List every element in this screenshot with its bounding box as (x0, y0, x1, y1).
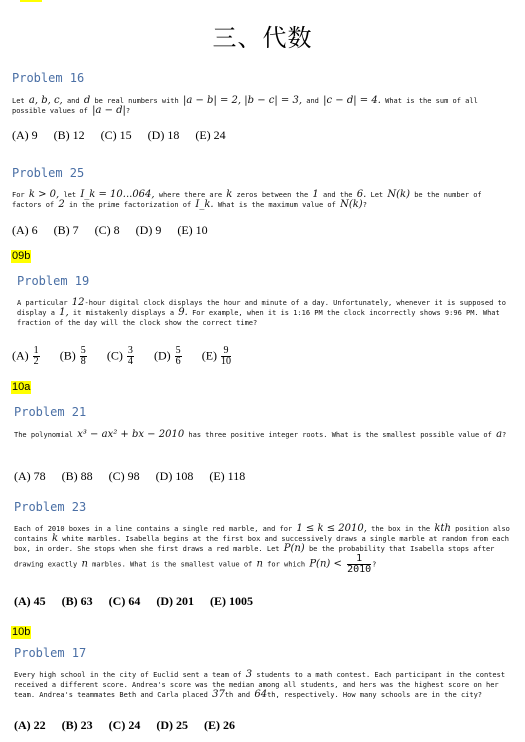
choice: (D) 25 (156, 718, 189, 732)
choice: (D) $\frac{5}{6}$ (153, 344, 181, 367)
choice: (A) 6 (12, 223, 38, 237)
choice: (A) 9 (12, 128, 38, 142)
answer-choices (14, 469, 261, 484)
answer-choices (14, 718, 251, 733)
choice: (B) 12 (53, 128, 85, 142)
choice: (E) 24 (195, 128, 226, 142)
problem-header: Problem 19 (17, 274, 90, 288)
choice: (E) 10 (177, 223, 208, 237)
problem-statement: For k > 0, let I_k = 10...064, where there are k zeros between the 1 and the 6. Let N(k) be the number of factors of 2 in the prime factorization of I_k. What is the maximum value of N(k)? (12, 189, 482, 210)
problem-statement: Let a, b, c, and d be real numbers with |a − b| = 2, |b − c| = 3, and |c − d| = 4. What is the sum of all possible values of |a − d|? (12, 95, 478, 116)
problem-statement: A particular 12-hour digital clock displays the hour and minute of a day. Unfortunately, whenever it is supposed to display a 1, it mistakenly displays a 9. For example, when it is 1:16 PM the clock incorrectly shows 9:96 PM. What fraction of the day will the clock show the correct time? (17, 297, 506, 327)
section-tag: 10b (12, 626, 31, 638)
choice: (D) 18 (147, 128, 180, 142)
problem-header: Problem 16 (12, 71, 85, 85)
choice: (E) 26 (204, 718, 236, 732)
choice: (D) 201 (156, 594, 195, 608)
choice: (B) $\frac{5}{8}$ (59, 344, 86, 367)
answer-choices (12, 223, 224, 238)
choice: (D) 108 (155, 469, 194, 483)
choice: (C) 98 (108, 469, 140, 483)
answer-choices (12, 344, 246, 367)
choice: (E) 1005 (210, 594, 254, 608)
choice: (E) $\frac{9}{10}$ (201, 344, 232, 367)
highlight-mark (20, 0, 42, 2)
section-tag: 09b (12, 250, 31, 262)
choice: (C) 8 (94, 223, 120, 237)
problem-header: Problem 17 (14, 646, 87, 660)
choice: (B) 7 (53, 223, 79, 237)
choice: (D) 9 (135, 223, 162, 237)
choice: (C) 24 (108, 718, 141, 732)
page-title: 三、代数 (212, 24, 313, 52)
problem-header: Problem 21 (14, 405, 87, 419)
problem-statement: The polynomial x³ − ax² + bx − 2010 has three positive integer roots. What is the smallest possible value of a? (14, 429, 507, 440)
choice: (A) 45 (14, 594, 46, 608)
choice: (C) 15 (100, 128, 132, 142)
choice: (B) 63 (61, 594, 93, 608)
problem-header: Problem 25 (12, 166, 85, 180)
choice: (B) 23 (61, 718, 93, 732)
choice: (A) $\frac{1}{2}$ (12, 344, 39, 367)
answer-choices (14, 594, 269, 609)
choice: (C) 64 (108, 594, 141, 608)
problem-statement: Every high school in the city of Euclid sent a team of 3 students to a math contest. Each participant in the contest received a different score. Andrea's score was the median among all students, and hers was the highest score on her team. Andrea's teammates Beth and Carla placed 37th and 64th, respectively. How many schools are in the city? (14, 669, 506, 700)
choice: (E) 118 (209, 469, 246, 483)
section-tag: 10a (12, 381, 31, 393)
choice: (B) 88 (61, 469, 93, 483)
problem-statement: Each of 2010 boxes in a line contains a single red marble, and for 1 ≤ k ≤ 2010, the box in the kth position also contains k white marbles. Isabella begins at the first box and successively draws a single marble at random from each box, in order. She stops when she first draws a red marble. Let P(n) be the probability that Isabella stops after drawing exactly n marbles. What is the smallest value of n for which P(n) < $\frac{1}{2010}$ ? (14, 523, 510, 575)
problem-header: Problem 23 (14, 500, 87, 514)
answer-choices (12, 128, 242, 143)
choice: (A) 22 (14, 718, 46, 732)
choice: (C) $\frac{3}{4}$ (106, 344, 133, 367)
choice: (A) 78 (14, 469, 46, 483)
